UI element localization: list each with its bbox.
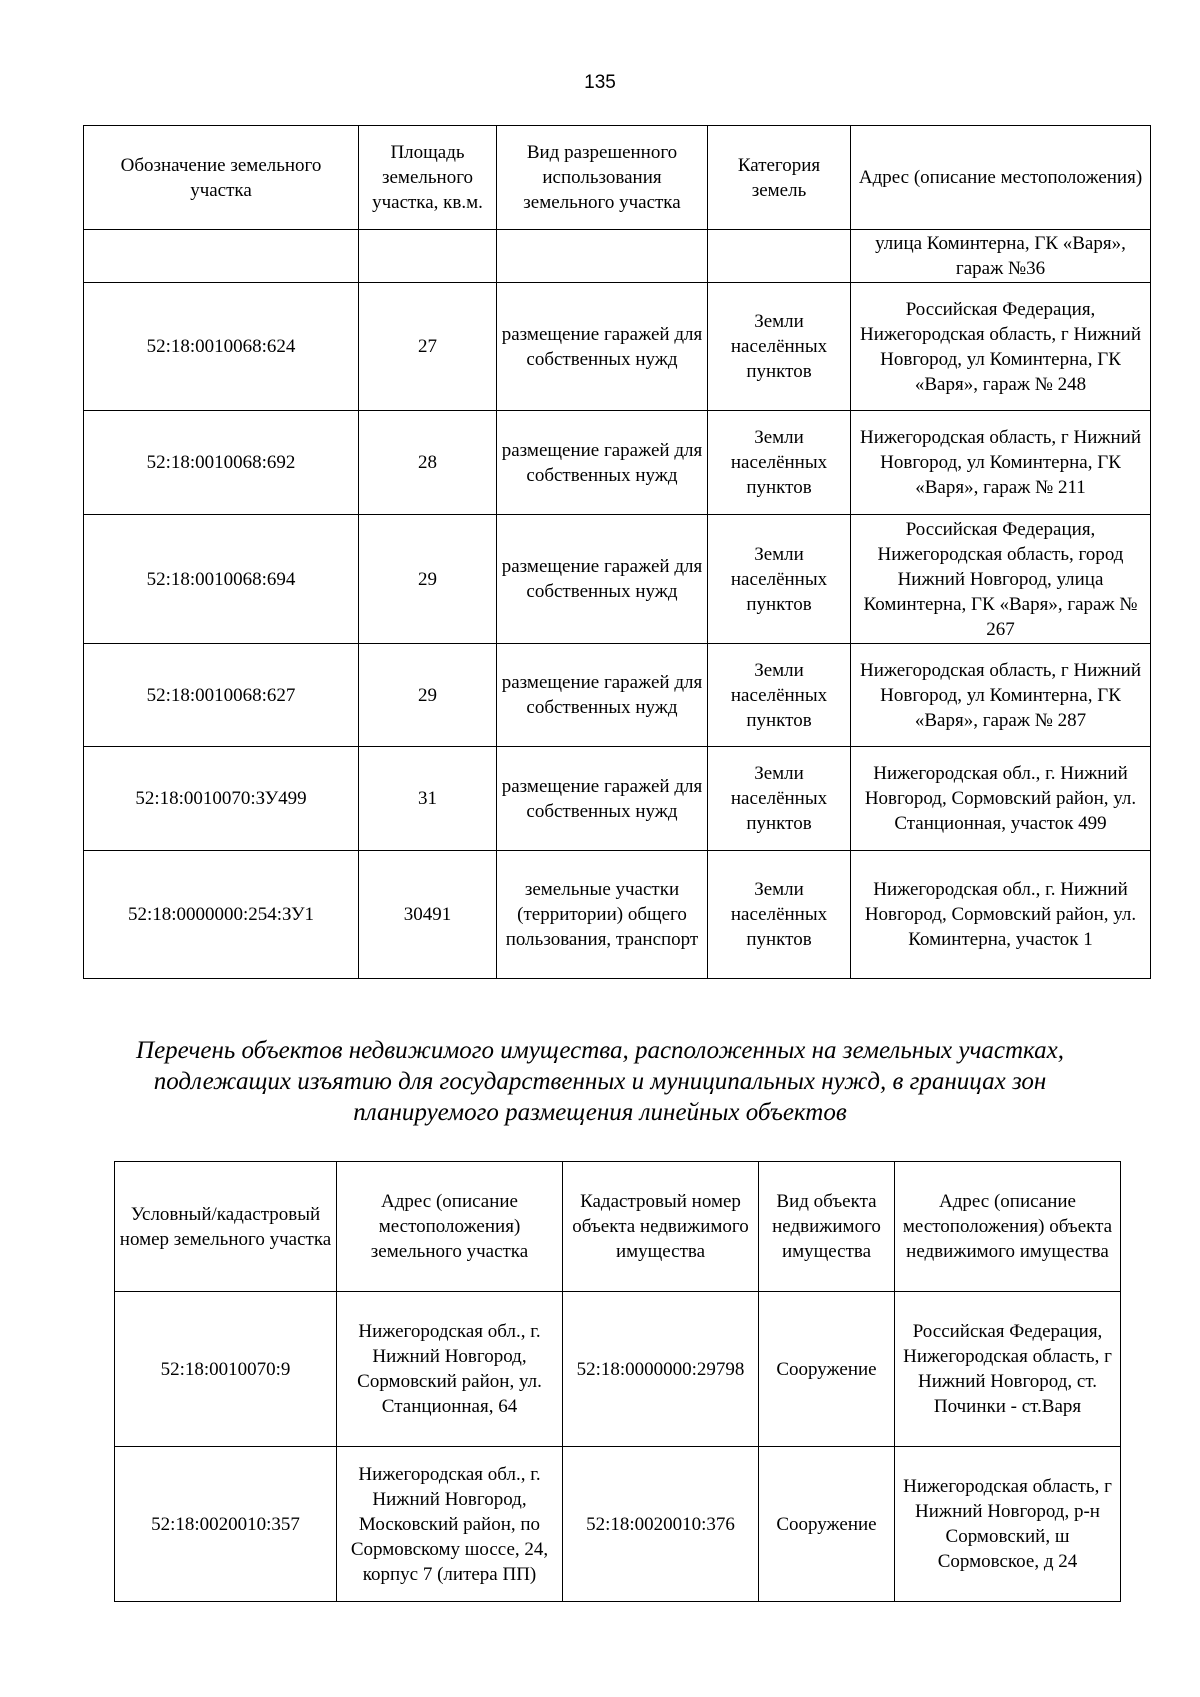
cell-plot-designation: 52:18:0000000:254:ЗУ1 <box>84 851 359 979</box>
land-plots-table <box>83 125 1151 979</box>
cell-land-category: Земли населённых пунктов <box>708 411 851 515</box>
header-plot-address: Адрес (описание местоположения) земельного участка <box>337 1162 563 1292</box>
cell-address: Нижегородская обл., г. Нижний Новгород, Сормовский район, ул. Станционная, участок 499 <box>851 747 1151 851</box>
section-title: Перечень объектов недвижимого имущества, расположенных на земельных участках, подлежащих изъятию для государственных и муниципальных нужд, в границах зон планируемого размещения линейных объектов <box>136 1037 1064 1126</box>
cell-plot-area: 30491 <box>359 851 497 979</box>
header-conditional-number: Условный/кадастровый номер земельного участка <box>115 1162 337 1292</box>
page-number: 135 <box>584 72 616 93</box>
cell-object-address: Нижегородская область, г Нижний Новгород, р-н Сормовский, ш Сормовское, д 24 <box>895 1447 1121 1602</box>
cell-plot-designation: 52:18:0010068:627 <box>84 644 359 747</box>
cell-permitted-use <box>497 230 708 283</box>
table-row <box>84 230 1151 283</box>
cell-permitted-use: размещение гаражей для собственных нужд <box>497 283 708 411</box>
header-land-category: Категория земель <box>708 126 851 230</box>
table-row <box>84 644 1151 747</box>
cell-land-category: Земли населённых пунктов <box>708 747 851 851</box>
cell-land-category <box>708 230 851 283</box>
cell-plot-designation: 52:18:0010068:694 <box>84 515 359 644</box>
cell-conditional-number: 52:18:0020010:357 <box>115 1447 337 1602</box>
cell-plot-designation: 52:18:0010070:ЗУ499 <box>84 747 359 851</box>
cell-object-cadastral-number: 52:18:0000000:29798 <box>563 1292 759 1447</box>
cell-address: Нижегородская область, г Нижний Новгород, ул Коминтерна, ГК «Варя», гараж № 211 <box>851 411 1151 515</box>
header-permitted-use: Вид разрешенного использования земельного участка <box>497 126 708 230</box>
cell-land-category: Земли населённых пунктов <box>708 283 851 411</box>
header-address: Адрес (описание местоположения) <box>851 126 1151 230</box>
header-object-address: Адрес (описание местоположения) объекта недвижимого имущества <box>895 1162 1121 1292</box>
header-plot-designation: Обозначение земельного участка <box>84 126 359 230</box>
cell-object-cadastral-number: 52:18:0020010:376 <box>563 1447 759 1602</box>
cell-address: Российская Федерация, Нижегородская область, город Нижний Новгород, улица Коминтерна, ГК «Варя», гараж № 267 <box>851 515 1151 644</box>
cell-object-address: Российская Федерация, Нижегородская область, г Нижний Новгород, ст. Починки - ст.Варя <box>895 1292 1121 1447</box>
cell-permitted-use: размещение гаражей для собственных нужд <box>497 644 708 747</box>
cell-address: Нижегородская область, г Нижний Новгород, ул Коминтерна, ГК «Варя», гараж № 287 <box>851 644 1151 747</box>
cell-plot-area: 28 <box>359 411 497 515</box>
cell-plot-designation: 52:18:0010068:692 <box>84 411 359 515</box>
cell-address: Нижегородская обл., г. Нижний Новгород, Сормовский район, ул. Коминтерна, участок 1 <box>851 851 1151 979</box>
cell-address: Российская Федерация, Нижегородская область, г Нижний Новгород, ул Коминтерна, ГК «Варя», гараж № 248 <box>851 283 1151 411</box>
cell-permitted-use: земельные участки (территории) общего пользования, транспорт <box>497 851 708 979</box>
cell-land-category: Земли населённых пунктов <box>708 851 851 979</box>
cell-address: улица Коминтерна, ГК «Варя», гараж №36 <box>851 230 1151 283</box>
header-object-type: Вид объекта недвижимого имущества <box>759 1162 895 1292</box>
table-row <box>84 283 1151 411</box>
table-row <box>84 747 1151 851</box>
cell-plot-address: Нижегородская обл., г. Нижний Новгород, Московский район, по Сормовскому шоссе, 24, корпус 7 (литера ПП) <box>337 1447 563 1602</box>
table-row <box>84 411 1151 515</box>
cell-plot-designation: 52:18:0010068:624 <box>84 283 359 411</box>
header-object-cadastral-number: Кадастровый номер объекта недвижимого имущества <box>563 1162 759 1292</box>
cell-object-type: Сооружение <box>759 1292 895 1447</box>
cell-land-category: Земли населённых пунктов <box>708 515 851 644</box>
table-row <box>84 515 1151 644</box>
cell-plot-address: Нижегородская обл., г. Нижний Новгород, Сормовский район, ул. Станционная, 64 <box>337 1292 563 1447</box>
real-estate-objects-table <box>114 1161 1121 1602</box>
cell-land-category: Земли населённых пунктов <box>708 644 851 747</box>
cell-object-type: Сооружение <box>759 1447 895 1602</box>
cell-plot-area: 31 <box>359 747 497 851</box>
cell-permitted-use: размещение гаражей для собственных нужд <box>497 515 708 644</box>
header-plot-area: Площадь земельного участка, кв.м. <box>359 126 497 230</box>
cell-plot-area <box>359 230 497 283</box>
cell-plot-designation <box>84 230 359 283</box>
cell-permitted-use: размещение гаражей для собственных нужд <box>497 747 708 851</box>
cell-permitted-use: размещение гаражей для собственных нужд <box>497 411 708 515</box>
cell-plot-area: 27 <box>359 283 497 411</box>
table-row <box>84 851 1151 979</box>
cell-plot-area: 29 <box>359 644 497 747</box>
table-row <box>115 1292 1121 1447</box>
cell-plot-area: 29 <box>359 515 497 644</box>
table-row <box>115 1447 1121 1602</box>
cell-conditional-number: 52:18:0010070:9 <box>115 1292 337 1447</box>
